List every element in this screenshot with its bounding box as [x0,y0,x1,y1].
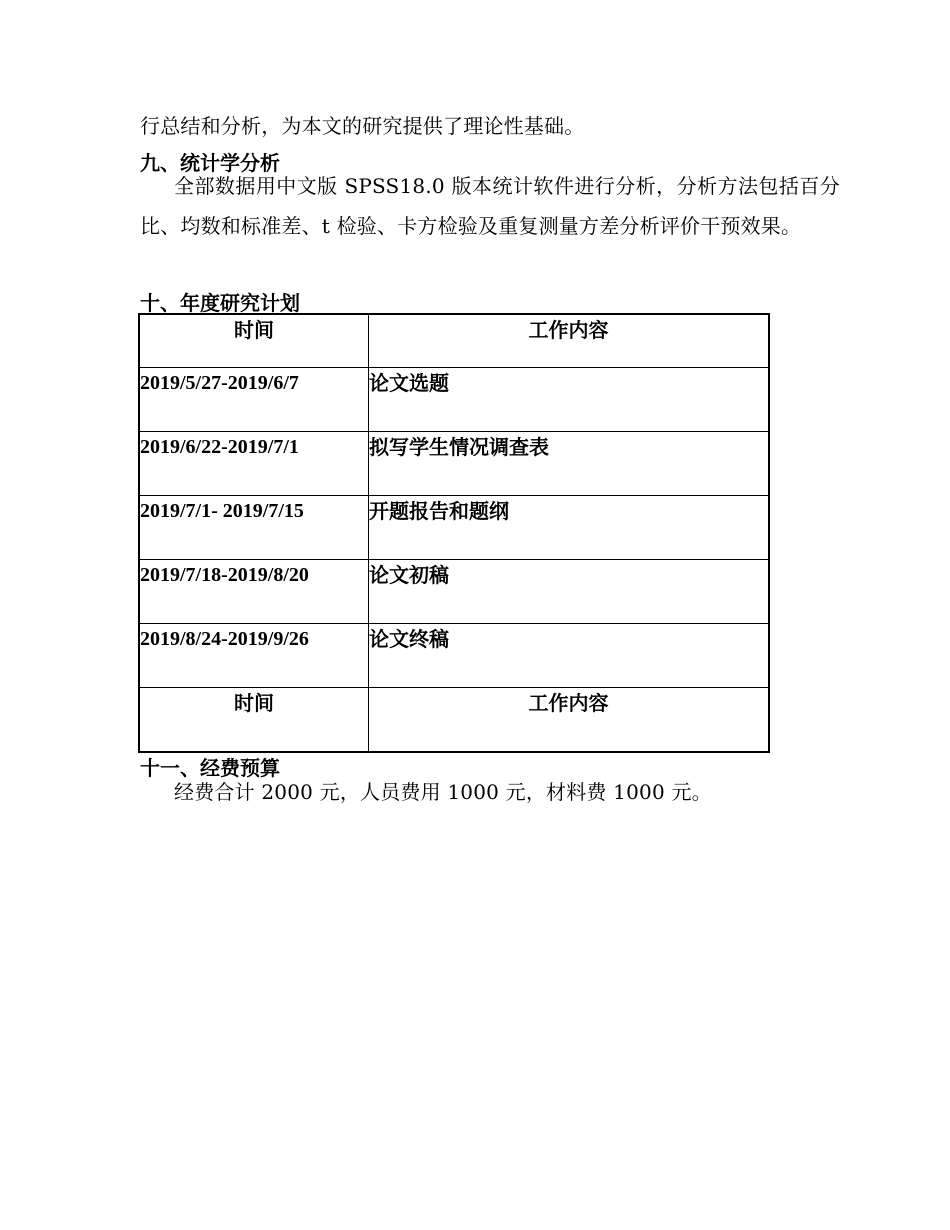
section9-paragraph: 全部数据用中文版 SPSS18.0 版本统计软件进行分析，分析方法包括百分比、均数和标准差、t 检验、卡方检验及重复测量方差分析评价干预效果。 [140,174,840,238]
section9-heading: 九、统计学分析 [140,151,280,175]
footer-content-cell: 工作内容 [369,688,770,753]
table-footer-row [139,688,769,753]
section11-paragraph: 经费合计 2000 元，人员费用 1000 元，材料费 1000 元。 [174,780,712,804]
table-row [139,432,769,496]
research-plan-table [138,313,770,753]
table-row [139,496,769,560]
row-content-cell: 论文初稿 [369,560,770,624]
header-time-cell: 时间 [139,314,369,368]
row-time-cell: 2019/7/18-2019/8/20 [139,560,369,624]
section11-heading: 十一、经费预算 [140,756,280,780]
row-time-cell: 2019/8/24-2019/9/26 [139,624,369,688]
row-content-cell: 拟写学生情况调查表 [369,432,770,496]
table-row [139,624,769,688]
row-content-cell: 开题报告和题纲 [369,496,770,560]
row-time-cell: 2019/5/27-2019/6/7 [139,368,369,432]
section10-heading: 十、年度研究计划 [140,291,300,315]
header-content-cell: 工作内容 [369,314,770,368]
row-content-cell: 论文终稿 [369,624,770,688]
table-header-row [139,314,769,368]
row-time-cell: 2019/7/1- 2019/7/15 [139,496,369,560]
intro-tail-paragraph: 行总结和分析，为本文的研究提供了理论性基础。 [140,114,585,138]
row-content-cell: 论文选题 [369,368,770,432]
row-time-cell: 2019/6/22-2019/7/1 [139,432,369,496]
table-row [139,368,769,432]
table-row [139,560,769,624]
footer-time-cell: 时间 [139,688,369,753]
